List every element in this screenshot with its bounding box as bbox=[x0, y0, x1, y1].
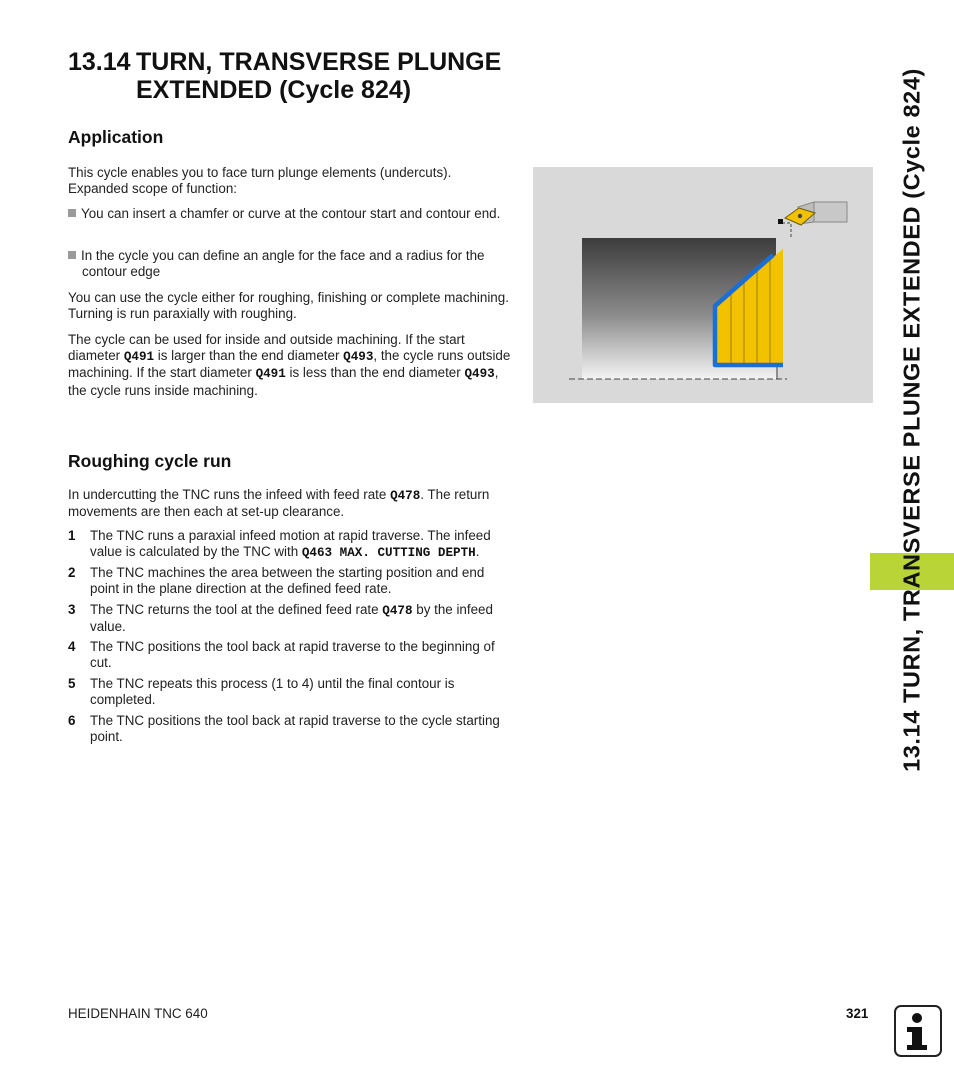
step-number: 3 bbox=[68, 602, 76, 617]
info-icon bbox=[894, 1005, 942, 1057]
step-item: 4 The TNC positions the tool back at rapid traverse to the beginning of cut. bbox=[68, 639, 495, 671]
tool-path bbox=[782, 223, 791, 237]
section-number: 13.14 bbox=[68, 48, 131, 76]
param-q493: Q493 bbox=[464, 367, 495, 382]
bullet-square-icon bbox=[68, 251, 76, 259]
application-paragraph-2: You can use the cycle either for roughing, finishing or complete machining. Turning is run paraxially with roughing. bbox=[68, 290, 509, 322]
section-title-line1: TURN, TRANSVERSE PLUNGE bbox=[136, 48, 502, 76]
step-item: 5 The TNC repeats this process (1 to 4) until the final contour is completed. bbox=[68, 676, 455, 708]
plunge-diagram bbox=[533, 167, 873, 403]
param-q478: Q478 bbox=[390, 489, 421, 503]
param-q493: Q493 bbox=[343, 350, 374, 365]
step-item: 3 The TNC returns the tool at the defined feed rate Q478 by the infeed value. bbox=[68, 602, 493, 635]
tool-holder bbox=[814, 202, 847, 222]
step-number: 1 bbox=[68, 528, 76, 543]
step-item: 2 The TNC machines the area between the starting position and end point in the plane direction at the defined feed rate. bbox=[68, 565, 485, 597]
application-heading: Application bbox=[68, 127, 164, 147]
application-paragraph-3: The cycle can be used for inside and outside machining. If the start diameter Q491 is larger than the end diameter Q493, the cycle runs outside machining. If the start diameter Q491 is less than the end diameter Q493, the cycle runs inside machining. bbox=[68, 332, 511, 398]
roughing-intro: In undercutting the TNC runs the infeed with feed rate Q478. The return movements are then each at set-up clearance. bbox=[68, 487, 490, 520]
cycle-illustration bbox=[533, 167, 873, 403]
step-item: 6 The TNC positions the tool back at rapid traverse to the cycle starting point. bbox=[68, 713, 500, 745]
bullet-item: You can insert a chamfer or curve at the contour start and contour end. bbox=[68, 206, 526, 222]
start-point-marker bbox=[778, 219, 783, 224]
roughing-heading: Roughing cycle run bbox=[68, 451, 232, 471]
bullet-square-icon bbox=[68, 209, 76, 217]
application-intro: This cycle enables you to face turn plunge elements (undercuts). Expanded scope of function: bbox=[68, 165, 452, 197]
chapter-side-label: 13.14 TURN, TRANSVERSE PLUNGE EXTENDED (Cycle 824) bbox=[898, 68, 925, 772]
param-q478: Q478 bbox=[382, 604, 413, 618]
step-number: 2 bbox=[68, 565, 76, 580]
footer-product: HEIDENHAIN TNC 640 bbox=[68, 1006, 208, 1021]
page-number: 321 bbox=[846, 1006, 869, 1021]
step-number: 5 bbox=[68, 676, 76, 691]
section-title-line2: EXTENDED (Cycle 824) bbox=[136, 76, 412, 104]
step-number: 6 bbox=[68, 713, 76, 728]
step-item: 1 The TNC runs a paraxial infeed motion at rapid traverse. The infeed value is calculated by the TNC with Q463 MAX. CUTTING DEPTH. bbox=[68, 528, 491, 561]
param-q491: Q491 bbox=[255, 367, 286, 382]
section-title bbox=[68, 48, 528, 104]
step-number: 4 bbox=[68, 639, 76, 654]
param-q463: Q463 MAX. CUTTING DEPTH bbox=[301, 546, 476, 561]
bullet-item: In the cycle you can define an angle for the face and a radius for the contour edge bbox=[68, 248, 526, 280]
insert-screw bbox=[798, 214, 802, 218]
param-q491: Q491 bbox=[123, 350, 155, 365]
